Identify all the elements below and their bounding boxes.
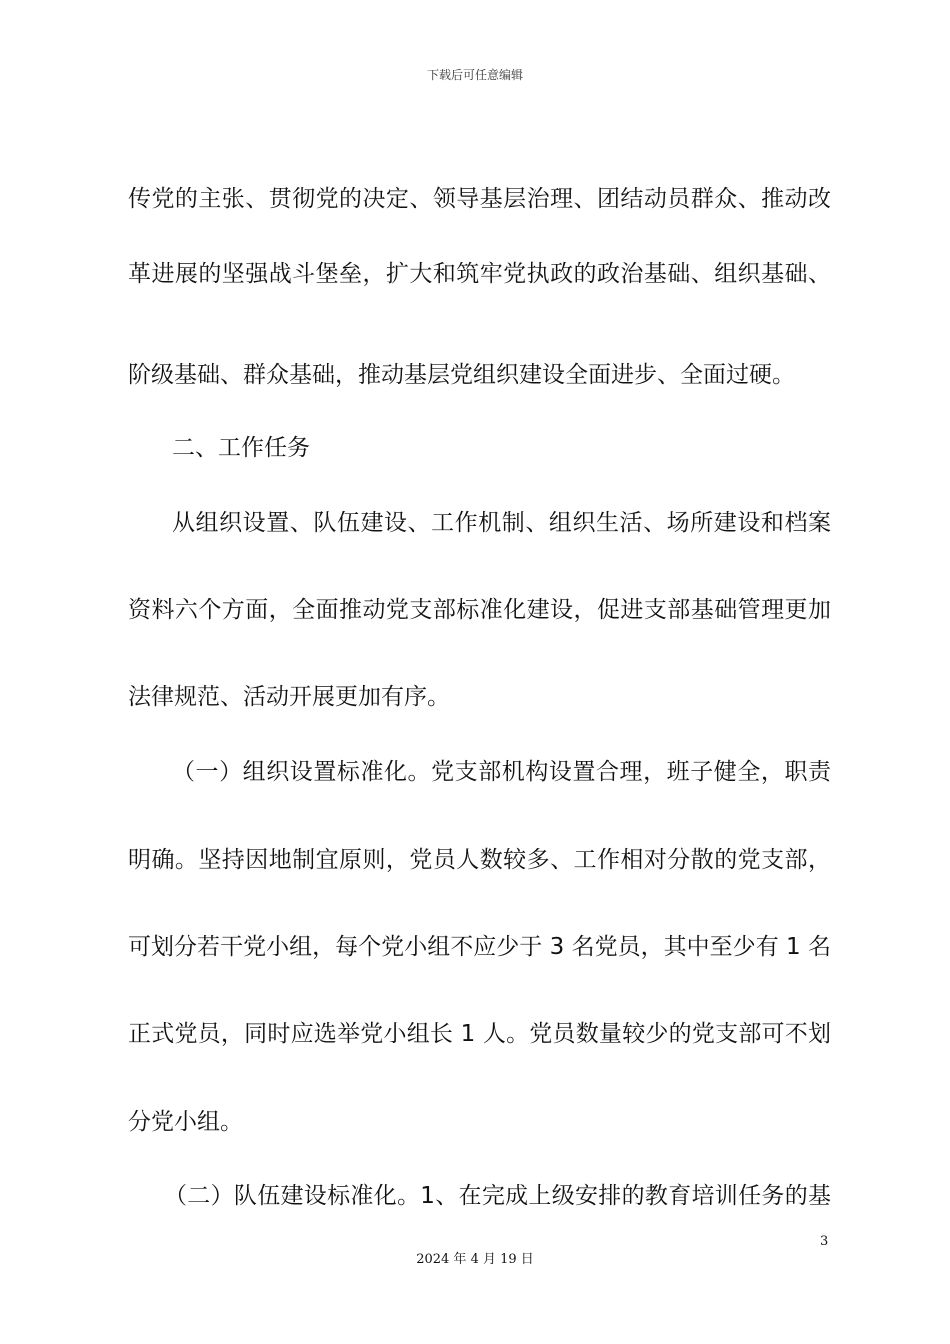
paragraph-2-line-3: 法律规范、活动开展更加有序。	[128, 684, 450, 710]
paragraph-3-line-3: 可划分若干党小组，每个党小组不应少于 3 名党员，其中至少有 1 名	[128, 934, 831, 960]
paragraph-2-line-2: 资料六个方面，全面推动党支部标准化建设，促进支部基础管理更加	[128, 597, 831, 623]
paragraph-3-line-4: 正式党员，同时应选举党小组长 1 人。党员数量较少的党支部可不划	[128, 1021, 831, 1047]
section-heading-work-tasks: 二、工作任务	[172, 435, 310, 461]
paragraph-1-line-2: 革进展的坚强战斗堡垒，扩大和筑牢党执政的政治基础、组织基础、	[128, 261, 831, 287]
paragraph-3-line-2: 明确。坚持因地制宜原则，党员人数较多、工作相对分散的党支部，	[128, 847, 831, 873]
page-header: 下载后可任意编辑	[426, 68, 523, 82]
footer-date: 2024 年 4 月 19 日	[416, 1252, 534, 1267]
paragraph-3-line-1: （一）组织设置标准化。党支部机构设置合理，班子健全，职责	[172, 759, 831, 785]
paragraph-2-line-1: 从组织设置、队伍建设、工作机制、组织生活、场所建设和档案	[172, 510, 831, 536]
paragraph-1-line-1: 传党的主张、贯彻党的决定、领导基层治理、团结动员群众、推动改	[128, 186, 831, 212]
paragraph-1-line-3: 阶级基础、群众基础，推动基层党组织建设全面进步、全面过硬。	[128, 362, 795, 388]
page-number: 3	[820, 1234, 829, 1249]
paragraph-3-line-5: 分党小组。	[128, 1109, 243, 1135]
paragraph-4-line-1: （二）队伍建设标准化。1、在完成上级安排的教育培训任务的基	[164, 1183, 831, 1209]
